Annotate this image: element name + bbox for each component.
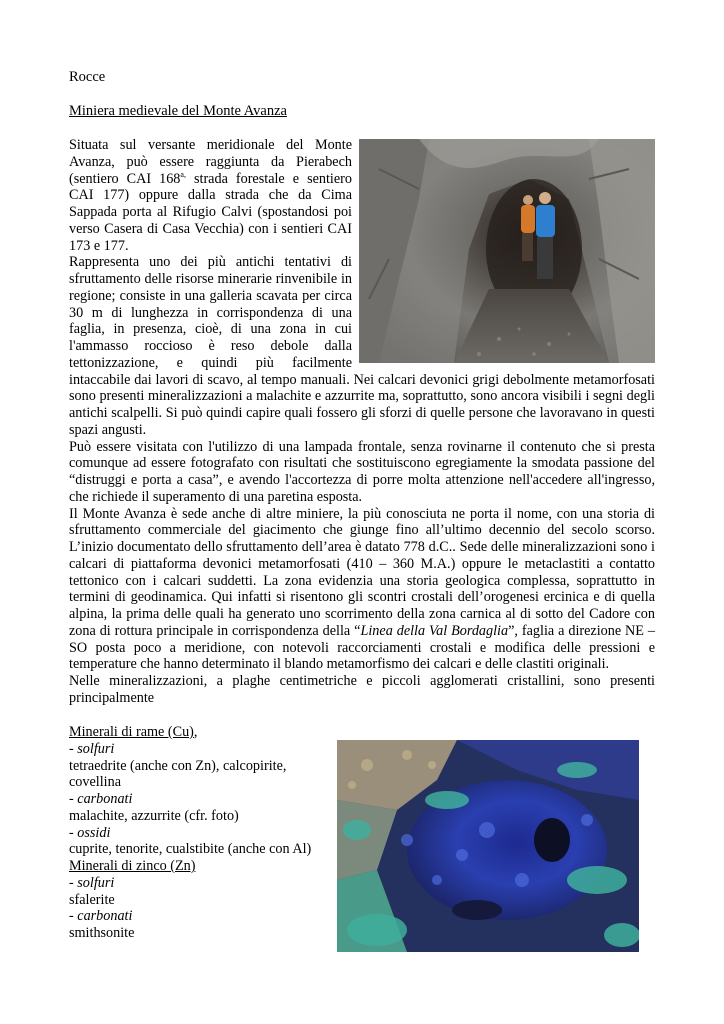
page-title: Miniera medievale del Monte Avanza: [69, 103, 287, 119]
mine-tunnel-photo: [359, 139, 655, 363]
body-text: [69, 137, 655, 707]
copper-heading-comma: ,: [193, 724, 198, 740]
geology-text: Il Monte Avanza è sede anche di altre miniere, la più conosciuta ne porta il nome, con una storia di sfruttamento commerciale del giacimento che giunge fino all’ultimo decennio del secolo scorso. L’inizio documentato dello sfruttamento dell’area è datato 778 d.C.. Sede delle mineralizzazioni sono i calcari di piattaforma devonici metamorfosati (410 – 360 M.A.) oppure le metaclastiti a contatto tettonico con i calcari suddetti. La zona evidenzia una storia geologica complessa, soprattutto in termini di geodinamica. Qui infatti si risentono gli scontri crostali dell’orogenesi ercinica e di quella alpina, la prima delle quali ha generato uno scorrimento della zona carnica al di sotto del Cadore con zona di rottura principale in corrispondenza della “: [69, 505, 655, 639]
geology-text-cont: ”, faglia a direzione NE – SO posta poco a meridione, con notevoli raccorciamenti crostali e modifica delle pressioni e temperature che hanno determinato il blando metamorfismo dei calcari e delle clastiti originali.: [69, 622, 655, 673]
intro-text-cont: strada forestale e sentiero CAI 177) oppure dalla strada che da Cima Sappada porta al Rifugio Calvi (spostandosi poi verso Casera di Casa Vecchia) con i sentieri CAI 173 e 177.: [69, 170, 352, 254]
azurite-malachite-photo: [337, 740, 639, 952]
zinc-sulfides-label: - solfuri: [69, 874, 115, 891]
minerals-intro: Nelle mineralizzazioni, a plaghe centimetriche e piccoli agglomerati cristallini, sono presenti principalmente: [69, 673, 655, 706]
carbonates-label: - carbonati: [69, 791, 133, 807]
footnote-mark: a,: [180, 169, 186, 179]
minerals-list: [69, 724, 329, 942]
section-label: Rocce: [69, 69, 106, 85]
copper-oxides: cuprite, tenorite, cualstibite (anche con Al): [69, 841, 312, 858]
intro-text: Situata sul versante meridionale del Monte Avanza, può essere raggiunta da Pierabech (sentiero CAI 168: [69, 137, 352, 187]
copper-sulfides-cont: covellina: [69, 774, 121, 791]
oxides-label: - ossidi: [69, 824, 111, 841]
copper-heading: Minerali di rame (Cu): [69, 724, 194, 740]
copper-carbonates: malachite, azzurrite (cfr. foto): [69, 807, 239, 824]
visit-paragraph: Può essere visitata con l'utilizzo di una lampada frontale, senza rovinarne il contenuto che si presta comunque ad essere fotografato con risultati che sostituiscono egregiamente la smodata passione del “distruggi e porta a casa”, e avendo l'accortezza di porre molta attenzione nell'accedere all'ingresso, che richiede il superamento di una paretina esposta.: [69, 438, 655, 505]
zinc-heading: Minerali di zinco (Zn): [69, 858, 196, 874]
zinc-sulfides: sfalerite: [69, 891, 115, 908]
zinc-carbonates: smithsonite: [69, 925, 135, 941]
sulfides-label: - solfuri: [69, 740, 115, 757]
geology-italic: Linea della Val Bordaglia: [360, 622, 509, 639]
copper-sulfides: tetraedrite (anche con Zn), calcopirite,: [69, 757, 287, 774]
history-paragraph: Rappresenta uno dei più antichi tentativi di sfruttamento delle risorse minerarie rinvenibile in regione; consiste in una galleria scavata per circa 30 m di lunghezza in corrispondenza di una faglia, in presenza, cioè, di una zona in cui l'ammasso roccioso è reso debole dalla tettonizzazione, e quindi più facilmente intaccabile dai lavori di scavo, al tempo manuali. Nei calcari devonici grigi debolmente metamorfosati sono presenti mineralizzazioni a malachite e azzurrite ma, soprattutto, sono ancora visibili i segni degli antichi scalpelli. Si può quindi capire quali fossero gli sforzi di quelle persone che lavoravano in questi spazi angusti.: [69, 254, 655, 438]
zinc-carbonates-label: - carbonati: [69, 908, 133, 925]
